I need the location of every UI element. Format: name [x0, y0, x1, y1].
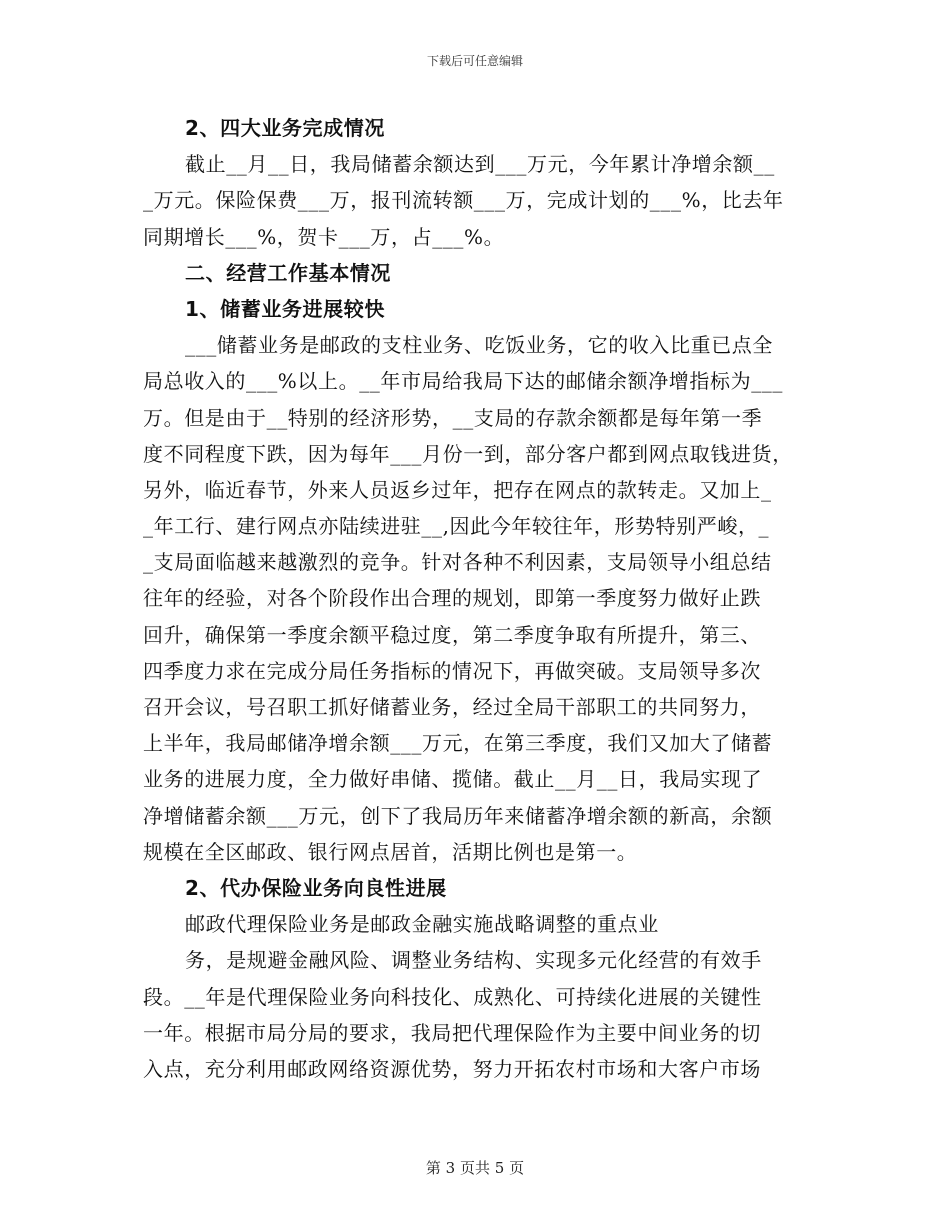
- section-heading: 2、代办保险业务向良性进展: [185, 875, 447, 900]
- body-text-line: 业务的进展力度，全力做好串储、揽储。截止__月__日，我局实现了: [143, 767, 763, 792]
- body-text-line: _支局面临越来越激烈的竞争。针对各种不利因素，支局领导小组总结: [143, 550, 772, 575]
- body-text-line: 上半年，我局邮储净增余额___万元，在第三季度，我们又加大了储蓄: [143, 731, 773, 756]
- body-text-line: 规模在全区邮政、银行网点居首，活期比例也是第一。: [143, 839, 638, 864]
- body-text-line: 局总收入的___%以上。__年市局给我局下达的邮储余额净增指标为___: [143, 369, 784, 394]
- body-text-line: 净增储蓄余额___万元，创下了我局历年来储蓄净增余额的新高，余额: [143, 803, 773, 828]
- body-text-line: 段。__年是代理保险业务向科技化、成熟化、可持续化进展的关键性: [143, 984, 762, 1009]
- body-text-line: 务，是规避金融风险、调整业务结构、实现多元化经营的有效手: [185, 948, 762, 973]
- body-text-line: 召开会议，号召职工抓好储蓄业务，经过全局干部职工的共同努力，: [143, 695, 761, 719]
- body-text-line: 同期增长___%，贺卡___万，占___%。: [143, 224, 505, 249]
- body-text-line: 入点，充分利用邮政网络资源优势，努力开拓农村市场和大客户市场: [143, 1056, 761, 1081]
- body-text-line: 邮政代理保险业务是邮政金融实施战略调整的重点业: [185, 912, 659, 937]
- section-heading: 2、四大业务完成情况: [185, 116, 385, 140]
- page-header: 下载后可任意编辑: [426, 54, 523, 68]
- body-text-line: _年工行、建行网点亦陆续进驻__,因此今年较往年，形势特别严峻，_: [143, 514, 770, 539]
- document-body: [143, 110, 813, 1087]
- body-text-line: 四季度力求在完成分局任务指标的情况下，再做突破。支局领导多次: [143, 658, 761, 683]
- body-text-line: 截止__月__日，我局储蓄余额达到___万元，今年累计净增余额__: [185, 152, 775, 177]
- body-text-line: 往年的经验，对各个阶段作出合理的规划，即第一季度努力做好止跌: [143, 586, 761, 611]
- body-text-line: 万。但是由于__特别的经济形势，__支局的存款余额都是每年第一季: [143, 405, 763, 430]
- body-text-line: 度不同程度下跌，因为每年___月份一到，部分客户都到网点取钱进货，: [143, 441, 793, 466]
- section-heading: 二、经营工作基本情况: [185, 260, 391, 285]
- body-text-line: ___储蓄业务是邮政的支柱业务、吃饭业务，它的收入比重已点全: [185, 333, 773, 358]
- body-text-line: 一年。根据市局分局的要求，我局把代理保险作为主要中间业务的切: [143, 1020, 761, 1045]
- page-footer: 第 3 页共 5 页: [425, 1159, 525, 1177]
- body-text-line: _万元。保险保费___万，报刊流转额___万，完成计划的___%，比去年: [143, 188, 784, 213]
- body-text-line: 回升，确保第一季度余额平稳过度，第二季度争取有所提升，第三、: [143, 622, 761, 647]
- section-heading: 1、储蓄业务进展较快: [185, 296, 385, 321]
- body-text-line: 另外，临近春节，外来人员返乡过年，把存在网点的款转走。又加上_: [143, 477, 772, 502]
